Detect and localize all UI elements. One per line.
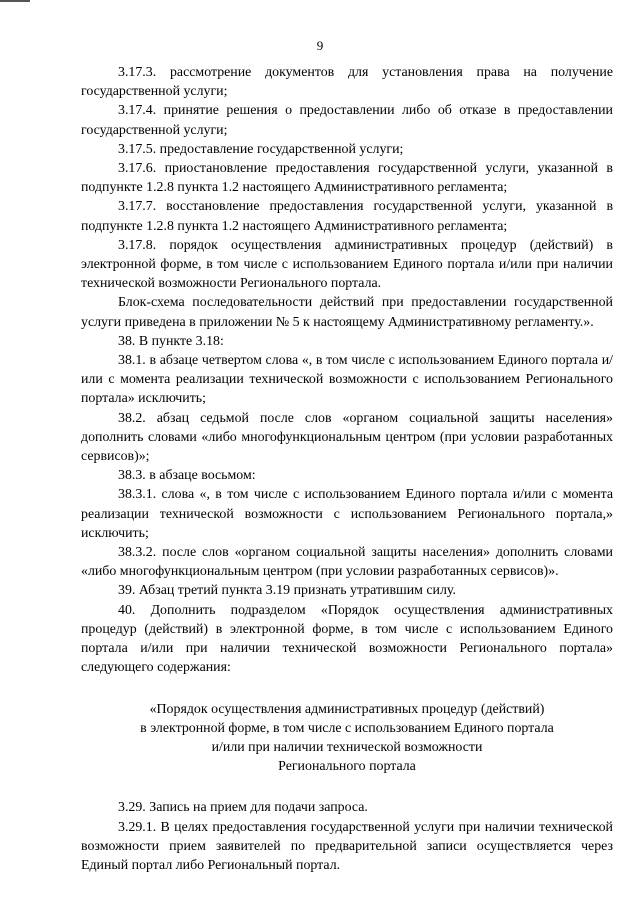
document-body: [81, 63, 613, 875]
paragraph-40: 40. Дополнить подразделом «Порядок осуществления административных процедур (действий) в электронной форме, в том числе с использованием Единого портала и/или при наличии технической возможности Регионального портала» следующего содержания:: [81, 602, 613, 676]
paragraph-38-3: 38.3. в абзаце восьмом:: [118, 468, 256, 484]
paragraph-3-17-4: 3.17.4. принятие решения о предоставлении либо об отказе в предоставлении государственной услуги;: [81, 103, 613, 138]
paragraph-3-29-1: 3.29.1. В целях предоставления государственной услуги при наличии технической возможности прием заявителей по предварительной записи осуществляется через Единый портал либо Региональный портал.: [81, 819, 613, 873]
paragraph-block-scheme: Блок-схема последовательности действий при предоставлении государственной услуги приведена в приложении № 5 к настоящему Административному регламенту.».: [81, 295, 613, 330]
paragraph-3-17-5: 3.17.5. предоставление государственной услуги;: [118, 141, 404, 157]
paragraph-38-3-1: 38.3.1. слова «, в том числе с использованием Единого портала и/или с момента реализации технической возможности с использованием Регионального портала,» исключить;: [81, 487, 613, 541]
paragraph-38-1: 38.1. в абзаце четвертом слова «, в том числе с использованием Единого портала и/или с момента реализации технической возможности с использованием Регионального портала» исключить;: [81, 353, 613, 407]
paragraph-38-2: 38.2. абзац седьмой после слов «органом социальной защиты населения» дополнить словами «либо многофункциональным центром (при условии разработанных сервисов)»;: [81, 410, 613, 465]
heading-line: и/или при наличии технической возможности: [211, 739, 483, 755]
page-number: 9: [316, 38, 324, 53]
heading-line: Регионального портала: [278, 759, 416, 775]
paragraph-3-17-6: 3.17.6. приостановление предоставления государственной услуги, указанной в подпункте 1.2.8 пункта 1.2 настоящего Административного регламента;: [81, 161, 613, 196]
subsection-heading: [81, 700, 613, 777]
heading-line: в электронной форме, в том числе с использованием Единого портала: [140, 720, 554, 736]
scan-corner-mark: [0, 0, 30, 2]
paragraph-3-29: 3.29. Запись на прием для подачи запроса.: [118, 800, 368, 816]
heading-line: «Порядок осуществления административных процедур (действий): [149, 701, 545, 717]
paragraph-3-17-7: 3.17.7. восстановление предоставления государственной услуги, указанной в подпункте 1.2.8 пункта 1.2 настоящего Административного регламента;: [81, 199, 613, 234]
paragraph-39: 39. Абзац третий пункта 3.19 признать утратившим силу.: [118, 583, 456, 599]
paragraph-3-17-8: 3.17.8. порядок осуществления административных процедур (действий) в электронной форме, в том числе с использованием Единого портала и/или при наличии технической возможности Регионального портала.: [81, 237, 613, 292]
paragraph-3-17-3: 3.17.3. рассмотрение документов для установления права на получение государственной услуги;: [81, 65, 613, 100]
paragraph-38-3-2: 38.3.2. после слов «органом социальной защиты населения» дополнить словами «либо многофункциональным центром (при условии разработанных сервисов)».: [81, 545, 613, 580]
paragraph-38: 38. В пункте 3.18:: [118, 333, 224, 349]
